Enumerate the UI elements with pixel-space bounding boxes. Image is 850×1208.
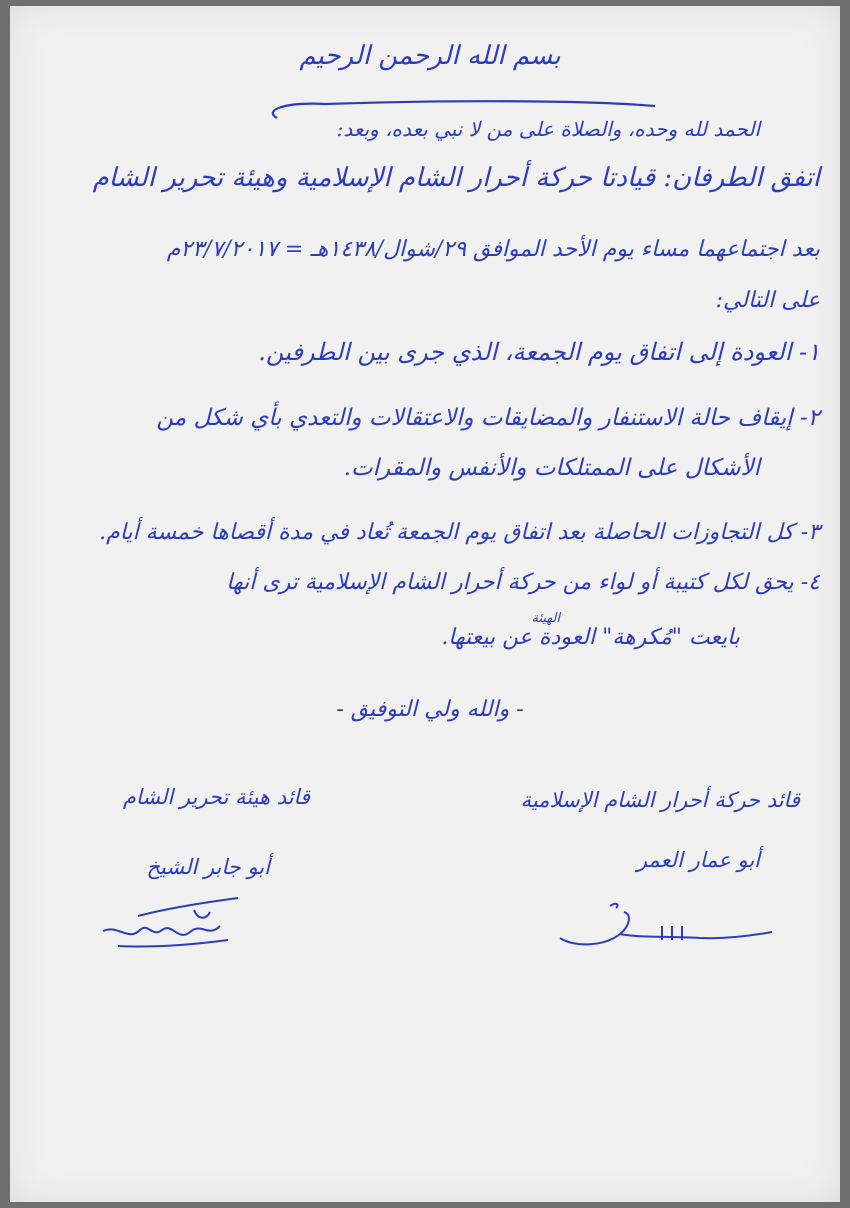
letter-sheet [10,6,840,1202]
signatory-right-name: أبو عمار العمر [636,848,760,872]
agreement-item-1: ١- العودة إلى اتفاق يوم الجمعة، الذي جرى بين الطرفين. [258,338,820,366]
signature-right [550,896,780,956]
signatory-left-title: قائد هيئة تحرير الشام [122,785,310,809]
signature-left [98,886,248,961]
opening-line: الحمد لله وحده، والصلاة على من لا نبي بعده، وبعد: [336,117,760,141]
meeting-line: بعد اجتماعهما مساء يوم الأحد الموافق ٢٩/شوال/١٤٣٨هـ = ٢٣/٧/٢٠١٧م [166,237,820,262]
agreement-item-4-insertion: الهيئة [531,611,560,626]
agreement-item-4-continued: بايعت "مُكرهة" العودة عن بيعتها. [441,625,740,650]
signatory-left-name: أبو جابر الشيخ [146,855,270,879]
agreement-item-2-continued: الأشكال على الممتلكات والأنفس والمقرات. [343,455,760,481]
closing-line: - والله ولي التوفيق - [336,697,524,722]
on-following-line: على التالي: [715,288,820,313]
basmala: بسم الله الرحمن الرحيم [299,41,561,71]
agreement-item-4: ٤- يحق لكل كتيبة أو لواء من حركة أحرار الشام الإسلامية ترى أنها [226,570,820,595]
agreement-item-2: ٢- إيقاف حالة الاستنفار والمضايقات والاعتقالات والتعدي بأي شكل من [156,405,820,431]
parties-line: اتفق الطرفان: قيادتا حركة أحرار الشام الإسلامية وهيئة تحرير الشام [92,163,820,193]
agreement-item-3: ٣- كل التجاوزات الحاصلة بعد اتفاق يوم الجمعة تُعاد في مدة أقصاها خمسة أيام. [99,520,820,545]
signatory-right-title: قائد حركة أحرار الشام الإسلامية [520,788,800,812]
